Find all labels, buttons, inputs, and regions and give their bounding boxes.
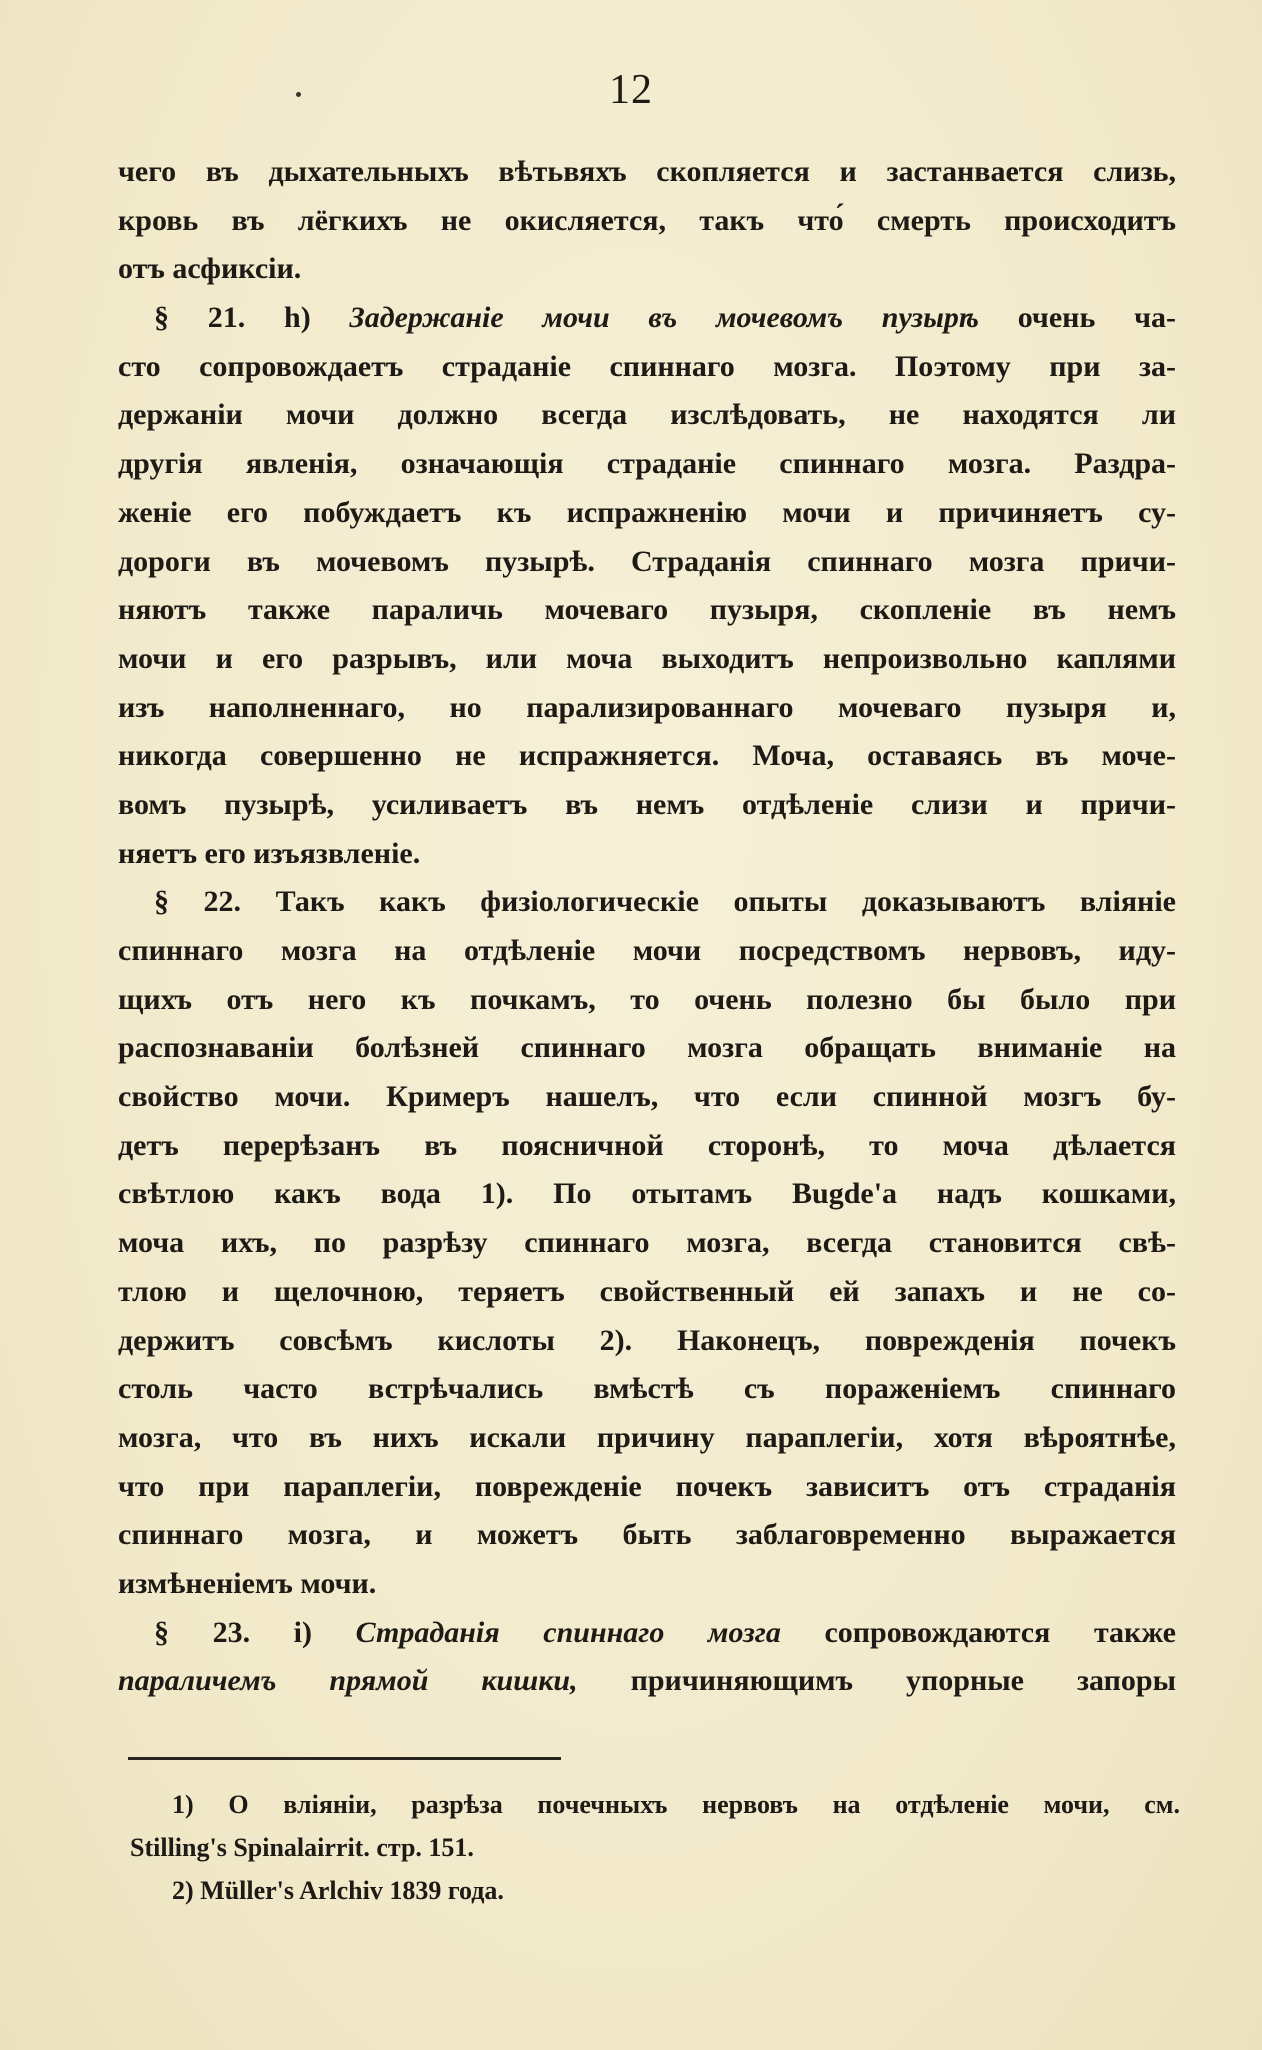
text-line: никогда совершенно не испражняется. Моча, оставаясь въ моче-	[118, 739, 1176, 773]
footnote-rule	[128, 1757, 561, 1760]
text-line: женіе его побуждаетъ къ испражненію мочи и причиняетъ су-	[118, 495, 1176, 529]
section-23-tail: сопровождаются также	[780, 1615, 1176, 1649]
text-line: свѣтлою какъ вода 1). По отытамъ Bugde'a надъ кошками,	[118, 1177, 1176, 1211]
italic-phrase: параличемъ прямой кишки,	[118, 1664, 578, 1698]
text-line: няетъ его изъязвленіе.	[118, 836, 421, 870]
footnotes	[130, 1783, 1180, 1912]
text-line: изъ наполненнаго, но парализированнаго мочеваго пузыря и,	[118, 690, 1176, 724]
text-line: § 22. Такъ какъ физіологическіе опыты доказываютъ вліяніе	[154, 885, 1176, 919]
text-line: распознаваніи болѣзней спиннаго мозга обращать вниманіе на	[118, 1031, 1176, 1065]
body-text	[118, 148, 1176, 1706]
section-23-first-line	[118, 1609, 1176, 1658]
section-23-second-line	[118, 1657, 1176, 1706]
italic-phrase: Задержаніе мочи въ мочевомъ пузырѣ	[349, 301, 979, 335]
text-line: мочи и его разрывъ, или моча выходитъ непроизвольно каплями	[118, 641, 1176, 675]
text-line: свойство мочи. Кримеръ нашелъ, что если спинной мозгъ бу-	[118, 1080, 1176, 1114]
section-23-tail-2: причиняющимъ упорные запоры	[577, 1664, 1177, 1698]
section-21-lead: § 21. h)	[154, 301, 350, 335]
section-21-first-line	[118, 294, 1176, 343]
text-line: держаніи мочи должно всегда изслѣдовать, не находятся ли	[118, 398, 1176, 432]
text-line: держитъ совсѣмъ кислоты 2). Наконецъ, поврежденія почекъ	[118, 1323, 1176, 1357]
footnote-1: 1) О вліяніи, разрѣза почечныхъ нервовъ на отдѣленіе мочи, см.	[172, 1790, 1180, 1819]
text-line: сто сопровождаетъ страданіе спиннаго мозга. Поэтому при за-	[118, 349, 1176, 383]
text-line: что при параплегіи, поврежденіе почекъ зависитъ отъ страданія	[118, 1469, 1176, 1503]
text-line: отъ асфиксіи.	[118, 252, 302, 286]
text-line: моча ихъ, по разрѣзу спиннаго мозга, всегда становится свѣ-	[118, 1226, 1176, 1260]
section-21-tail: очень ча-	[978, 301, 1176, 335]
section-23-lead: § 23. i)	[154, 1615, 356, 1649]
text-line: спиннаго мозга, и можетъ быть заблаговременно выражается	[118, 1518, 1176, 1552]
text-line: вомъ пузырѣ, усиливаетъ въ немъ отдѣленіе слизи и причи-	[118, 787, 1176, 821]
text-line: другія явленія, означающія страданіе спиннаго мозга. Раздра-	[118, 447, 1176, 481]
footnote-2: 2) Müller's Arlchiv 1839 года.	[172, 1876, 504, 1905]
page-number: 12	[609, 67, 653, 113]
text-line: спиннаго мозга на отдѣленіе мочи посредствомъ нервовъ, иду-	[118, 934, 1176, 967]
text-line: тлою и щелочною, теряетъ свойственный ей запахъ и не со-	[118, 1274, 1176, 1308]
text-line: дороги въ мочевомъ пузырѣ. Страданія спиннаго мозга причи-	[118, 544, 1176, 578]
text-line: измѣненіемъ мочи.	[118, 1566, 377, 1600]
text-line: детъ перерѣзанъ въ поясничной сторонѣ, то моча дѣлается	[118, 1128, 1176, 1162]
text-line: няютъ также параличь мочеваго пузыря, скопленіе въ немъ	[118, 593, 1176, 627]
footnote-1-continued: Stilling's Spinalairrit. стр. 151.	[130, 1833, 474, 1862]
text-line: кровь въ лёгкихъ не окисляется, такъ что́ смерть происходитъ	[118, 203, 1176, 237]
text-line: чего въ дыхательныхъ вѣтьвяхъ скопляется и застанвается слизь,	[118, 155, 1176, 188]
text-line: столь часто встрѣчались вмѣстѣ съ пораженіемъ спиннаго	[118, 1372, 1176, 1406]
text-line: щихъ отъ него къ почкамъ, то очень полезно бы было при	[118, 982, 1176, 1016]
italic-phrase: Страданія спиннаго мозга	[355, 1615, 781, 1649]
text-line: мозга, что въ нихъ искали причину параплегіи, хотя вѣроятнѣе,	[118, 1420, 1176, 1454]
